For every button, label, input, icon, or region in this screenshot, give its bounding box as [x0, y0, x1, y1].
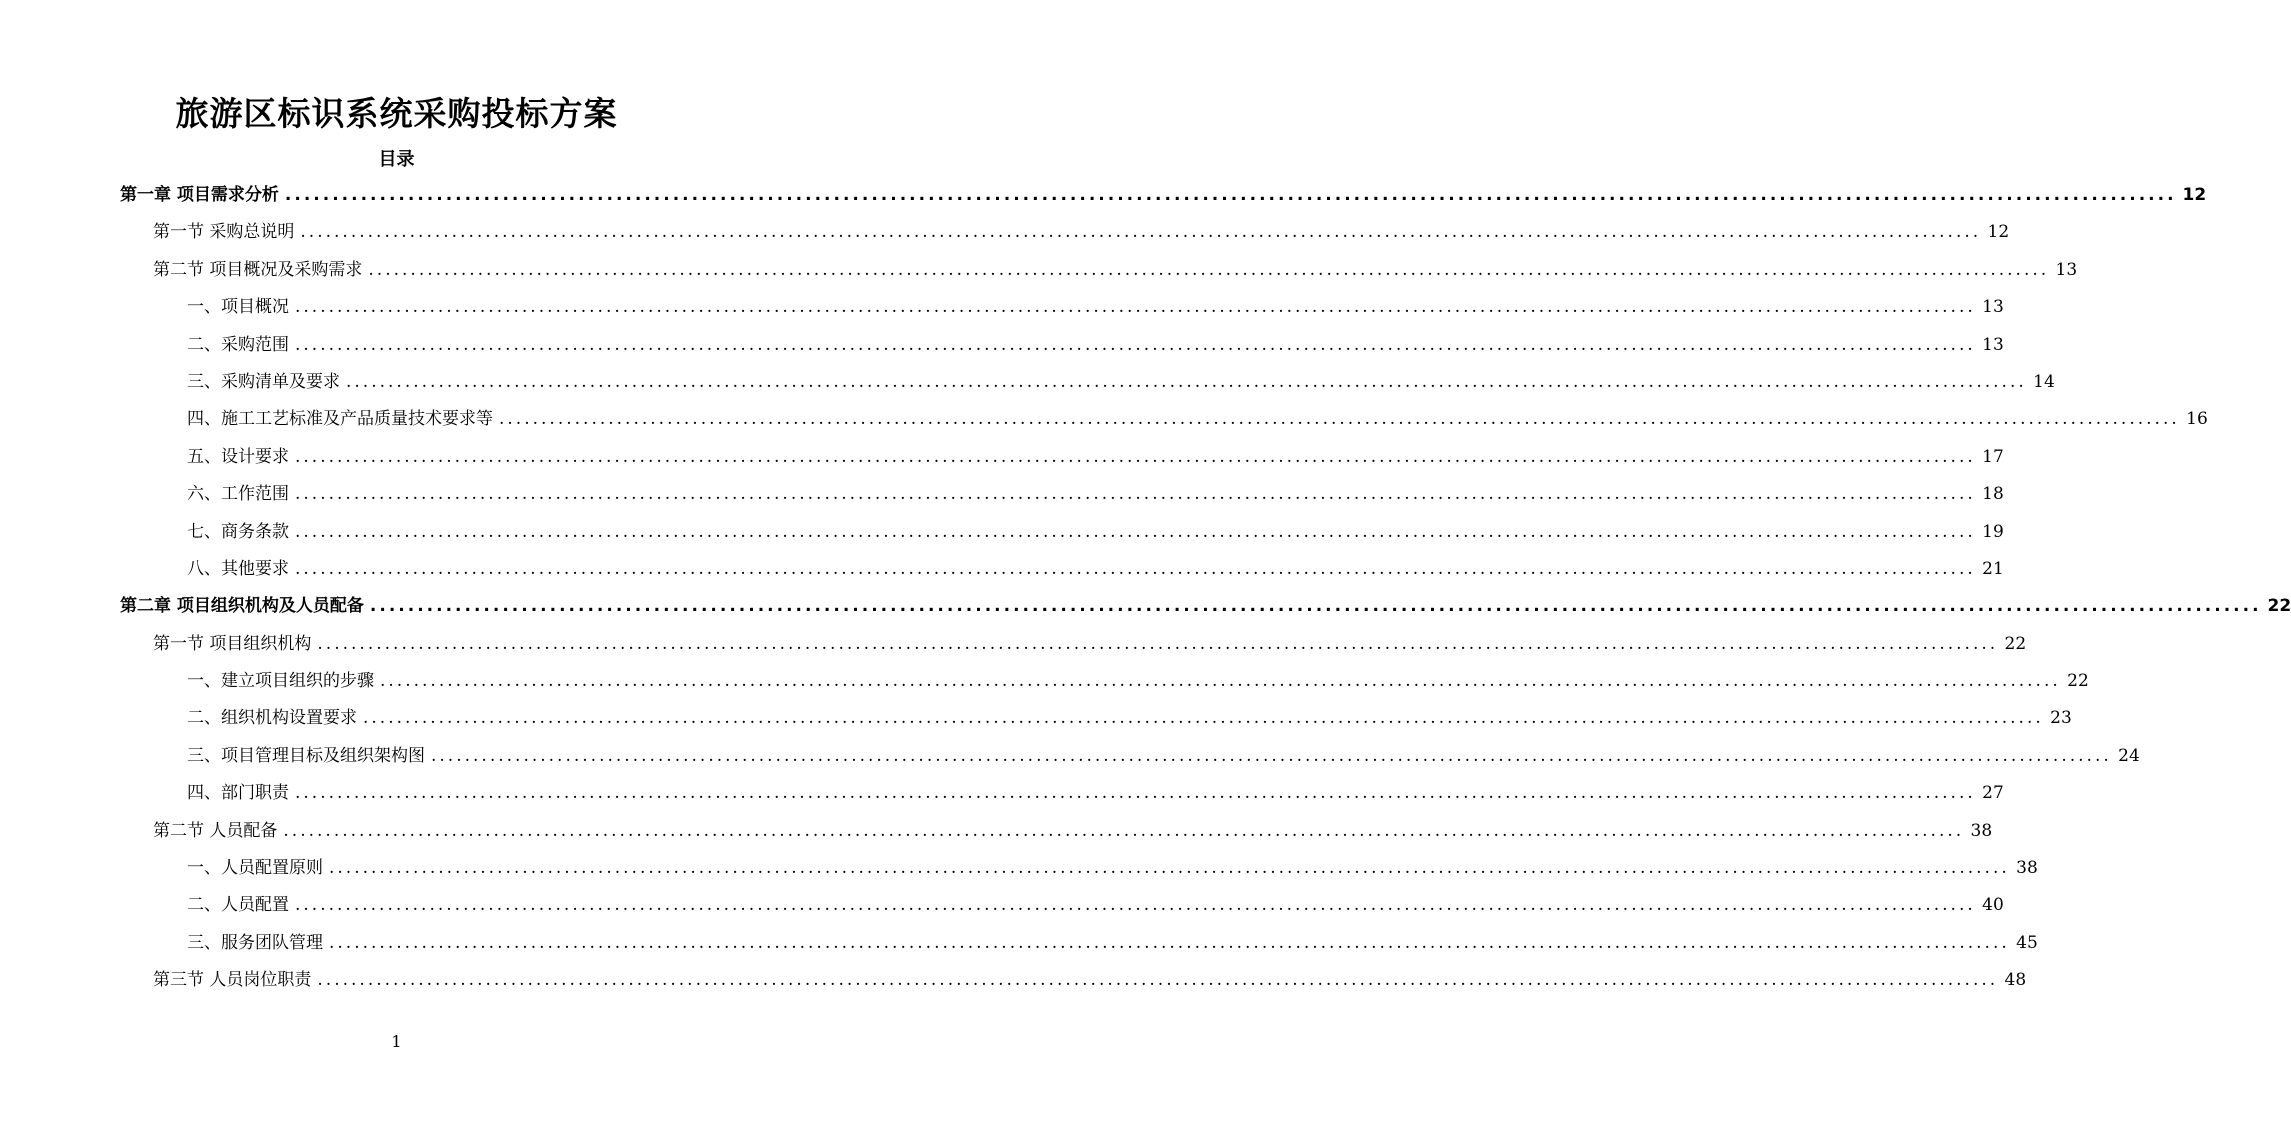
toc-entry[interactable]: [120, 214, 2010, 251]
toc-entry-page: 16: [2186, 409, 2208, 430]
toc-dot-leader: ........................................................................................................................................................................................................: [369, 596, 2262, 617]
toc-entry-label: 第一节 采购总说明: [153, 222, 295, 243]
toc-entry-page: 22: [2267, 596, 2291, 617]
toc-entry[interactable]: [120, 364, 2055, 401]
toc-entry-page: 19: [1982, 521, 2004, 542]
toc-entry[interactable]: [120, 962, 2027, 999]
toc-entry-label: 二、采购范围: [187, 334, 289, 355]
toc-entry-page: 40: [1982, 895, 2004, 916]
toc-entry-label: 一、建立项目组织的步骤: [187, 671, 374, 692]
toc-entry-label: 第一章 项目需求分析: [120, 185, 279, 205]
toc-dot-leader: ........................................................................................................................................................................................................: [295, 297, 1976, 318]
toc-dot-leader: ........................................................................................................................................................................................................: [329, 858, 2010, 879]
toc-entry-page: 22: [2067, 671, 2089, 692]
toc-entry[interactable]: [120, 401, 2208, 438]
toc-dot-leader: ........................................................................................................................................................................................................: [295, 783, 1976, 804]
toc-dot-leader: ........................................................................................................................................................................................................: [368, 259, 2050, 280]
toc-dot-leader: ........................................................................................................................................................................................................: [363, 708, 2044, 729]
toc-entry-page: 22: [2004, 633, 2027, 654]
toc-entry-page: 13: [2055, 259, 2078, 280]
toc-entry-page: 12: [2182, 185, 2207, 205]
toc-entry[interactable]: [120, 252, 2078, 289]
toc-entry-label: 第一节 项目组织机构: [153, 633, 312, 654]
toc-entry-label: 第三节 人员岗位职责: [153, 970, 312, 991]
toc-dot-leader: ........................................................................................................................................................................................................: [300, 222, 1982, 243]
toc-entry-page: 27: [1982, 783, 2004, 804]
toc-dot-leader: ........................................................................................................................................................................................................: [295, 521, 1976, 542]
toc-entry-page: 21: [1982, 558, 2004, 579]
toc-entry-page: 38: [2016, 858, 2038, 879]
toc-dot-leader: ........................................................................................................................................................................................................: [346, 371, 2027, 392]
toc-entry-label: 四、部门职责: [187, 783, 289, 804]
toc-entry-label: 八、其他要求: [187, 558, 289, 579]
toc-entry[interactable]: [120, 327, 2004, 364]
toc-dot-leader: ........................................................................................................................................................................................................: [329, 932, 2010, 953]
toc-entry-page: 12: [1987, 222, 2010, 243]
toc-entry-page: 17: [1982, 446, 2004, 467]
toc-entry[interactable]: [120, 588, 2291, 625]
toc-entry[interactable]: [120, 663, 2089, 700]
toc-entry-label: 二、人员配置: [187, 895, 289, 916]
document-title: 旅游区标识系统采购投标方案: [175, 94, 618, 133]
toc-entry[interactable]: [120, 925, 2038, 962]
toc-entry-page: 38: [1970, 820, 1993, 841]
toc-entry[interactable]: [120, 626, 2027, 663]
toc-entry[interactable]: [120, 551, 2004, 588]
toc-dot-leader: ........................................................................................................................................................................................................: [317, 633, 1999, 654]
toc-dot-leader: ........................................................................................................................................................................................................: [284, 185, 2177, 205]
toc-dot-leader: ........................................................................................................................................................................................................: [283, 820, 1965, 841]
toc-entry-page: 18: [1982, 484, 2004, 505]
toc-entry-label: 七、商务条款: [187, 521, 289, 542]
toc-dot-leader: ........................................................................................................................................................................................................: [499, 409, 2180, 430]
toc-entry[interactable]: [120, 850, 2038, 887]
toc-entry-page: 48: [2004, 970, 2027, 991]
toc-entry-label: 四、施工工艺标准及产品质量技术要求等: [187, 409, 493, 430]
toc-entry-label: 一、人员配置原则: [187, 858, 323, 879]
toc-entry[interactable]: [120, 700, 2072, 737]
toc-entry-label: 六、工作范围: [187, 484, 289, 505]
toc-entry-page: 13: [1982, 334, 2004, 355]
toc-entry-label: 三、服务团队管理: [187, 932, 323, 953]
toc-entry[interactable]: [120, 738, 2140, 775]
toc-dot-leader: ........................................................................................................................................................................................................: [380, 671, 2061, 692]
toc-dot-leader: ........................................................................................................................................................................................................: [295, 558, 1976, 579]
toc-dot-leader: ........................................................................................................................................................................................................: [295, 895, 1976, 916]
toc-entry-page: 24: [2118, 745, 2140, 766]
table-of-contents: [120, 177, 2291, 1000]
toc-entry-label: 一、项目概况: [187, 297, 289, 318]
toc-entry[interactable]: [120, 514, 2004, 551]
toc-entry-label: 三、项目管理目标及组织架构图: [187, 745, 425, 766]
toc-dot-leader: ........................................................................................................................................................................................................: [295, 334, 1976, 355]
toc-entry[interactable]: [120, 289, 2004, 326]
toc-entry-label: 二、组织机构设置要求: [187, 708, 357, 729]
toc-entry-page: 14: [2033, 371, 2055, 392]
page-number: 1: [391, 1032, 402, 1051]
toc-entry-label: 第二章 项目组织机构及人员配备: [120, 596, 364, 617]
toc-entry-page: 23: [2050, 708, 2072, 729]
toc-entry-label: 第二节 项目概况及采购需求: [153, 259, 363, 280]
toc-entry[interactable]: [120, 887, 2004, 924]
toc-heading: 目录: [378, 149, 415, 170]
toc-entry-label: 第二节 人员配备: [153, 820, 278, 841]
toc-entry[interactable]: [120, 775, 2004, 812]
toc-entry-label: 五、设计要求: [187, 446, 289, 467]
toc-dot-leader: ........................................................................................................................................................................................................: [295, 484, 1976, 505]
toc-entry-label: 三、采购清单及要求: [187, 371, 340, 392]
toc-dot-leader: ........................................................................................................................................................................................................: [431, 745, 2112, 766]
toc-entry[interactable]: [120, 476, 2004, 513]
toc-entry-page: 13: [1982, 297, 2004, 318]
toc-entry-page: 45: [2016, 932, 2038, 953]
toc-entry[interactable]: [120, 813, 1993, 850]
toc-dot-leader: ........................................................................................................................................................................................................: [317, 970, 1999, 991]
toc-entry[interactable]: [120, 439, 2004, 476]
toc-dot-leader: ........................................................................................................................................................................................................: [295, 446, 1976, 467]
toc-entry[interactable]: [120, 177, 2207, 214]
